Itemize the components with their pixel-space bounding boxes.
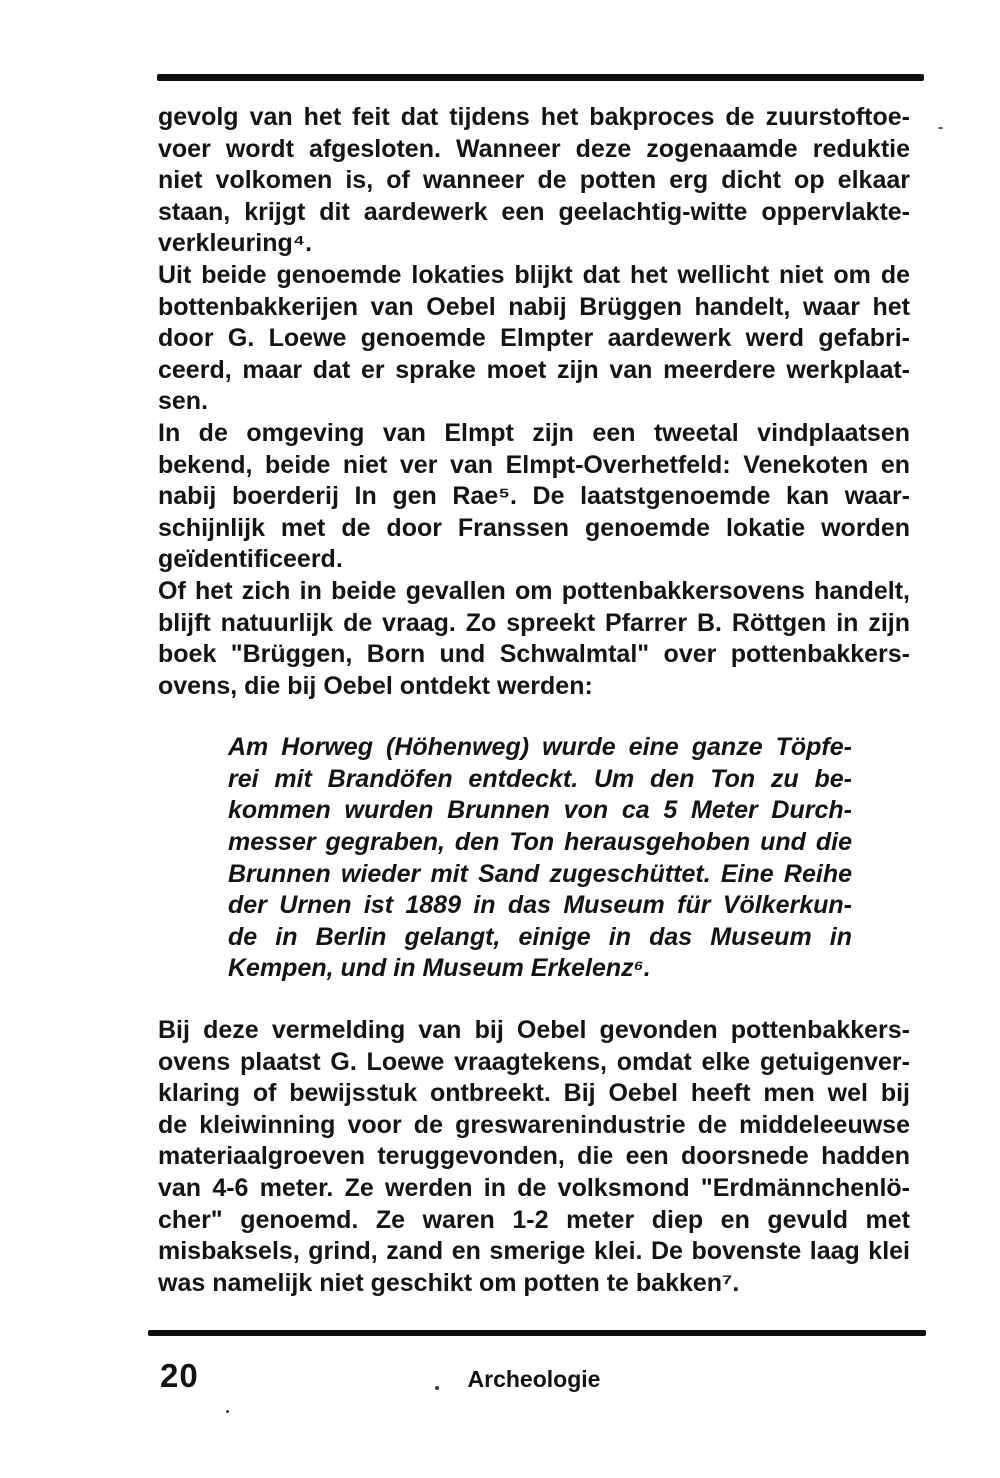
body-line: klaring of bewijsstuk ontbreekt. Bij Oebel heeft men wel bij [158,1079,910,1108]
body-line: niet volkomen is, of wanneer de potten erg dicht op elkaar [158,166,910,195]
body-line: blijft natuurlijk de vraag. Zo spreekt Pfarrer B. Röttgen in zijn [158,608,910,637]
quote-line: Am Horweg (Höhenweg) wurde eine ganze Töpfe- [228,733,852,762]
body-line: verkleuring⁴. [158,229,313,258]
body-line: ovens plaatst G. Loewe vraagtekens, omdat elke getuigenver- [158,1047,910,1076]
top-horizontal-rule [157,74,924,81]
body-line: boek "Brüggen, Born und Schwalmtal" over pottenbakkers- [158,640,910,669]
bottom-horizontal-rule [148,1330,926,1336]
body-line: was namelijk niet geschikt om potten te bakken⁷. [158,1268,740,1297]
quote-line: der Urnen ist 1889 in das Museum für Völkerkun- [228,891,852,920]
body-line: staan, krijgt dit aardewerk een geelachtig-witte oppervlakte- [158,197,910,226]
body-line: bottenbakkerijen van Oebel nabij Brüggen handelt, waar het [158,292,910,321]
quote-line: rei mit Brandöfen entdeckt. Um den Ton zu be- [228,764,852,793]
body-line: sen. [158,387,209,416]
body-line: Of het zich in beide gevallen om pottenbakkersovens handelt, [158,576,910,605]
body-line: cher" genoemd. Ze waren 1-2 meter diep en gevuld met [158,1205,910,1234]
scan-speck [938,127,943,129]
body-line: bekend, beide niet ver van Elmpt-Overhetfeld: Venekoten en [158,450,910,479]
paragraph [158,576,910,702]
page-number: 20 [160,1357,199,1394]
paragraph [158,260,910,418]
scan-speck [226,1410,229,1413]
quote-line: Kempen, und in Museum Erkelenz⁶. [228,954,651,983]
body-line: ceerd, maar dat er sprake moet zijn van meerdere werkplaat- [158,355,910,384]
quote-line: messer gegraben, den Ton herausgehoben und die [228,828,852,857]
paragraph [158,418,910,576]
body-line: Bij deze vermelding van bij Oebel gevonden pottenbakkers- [158,1016,910,1045]
body-text [158,102,910,1299]
body-line: schijnlijk met de door Franssen genoemde lokatie worden [158,513,910,542]
body-line: door G. Loewe genoemde Elmpter aardewerk werd gefabri- [158,324,910,353]
body-line: de kleiwinning voor de greswarenindustrie de middeleeuwse [158,1110,910,1139]
paragraph [158,102,910,260]
body-line: nabij boerderij In gen Rae⁵. De laatstgenoemde kan waar- [158,482,910,511]
body-line: voer wordt afgesloten. Wanneer deze zogenaamde reduktie [158,134,910,163]
body-line: gevolg van het feit dat tijdens het bakproces de zuurstoftoe- [158,103,910,131]
scan-speck [435,1386,439,1390]
quote-line: de in Berlin gelangt, einige in das Museum in [228,922,852,951]
body-line: materiaalgroeven teruggevonden, die een doorsnede hadden [158,1142,910,1171]
quote-line: Brunnen wieder mit Sand zugeschüttet. Eine Reihe [228,859,852,888]
paragraph [158,1015,910,1299]
quote-line: kommen wurden Brunnen von ca 5 Meter Durch- [228,796,852,825]
body-line: Uit beide genoemde lokaties blijkt dat het wellicht niet om de [158,260,910,289]
body-line: In de omgeving van Elmpt zijn een tweetal vindplaatsen [158,418,910,447]
block-quote [228,732,852,985]
body-line: geïdentificeerd. [158,545,343,574]
body-line: misbaksels, grind, zand en smerige klei. De bovenste laag klei [158,1237,910,1266]
body-line: van 4-6 meter. Ze werden in de volksmond "Erdmännchenlö- [158,1174,910,1202]
running-title: Archeologie [467,1366,601,1392]
body-line: ovens, die bij Oebel ontdekt werden: [158,671,593,700]
